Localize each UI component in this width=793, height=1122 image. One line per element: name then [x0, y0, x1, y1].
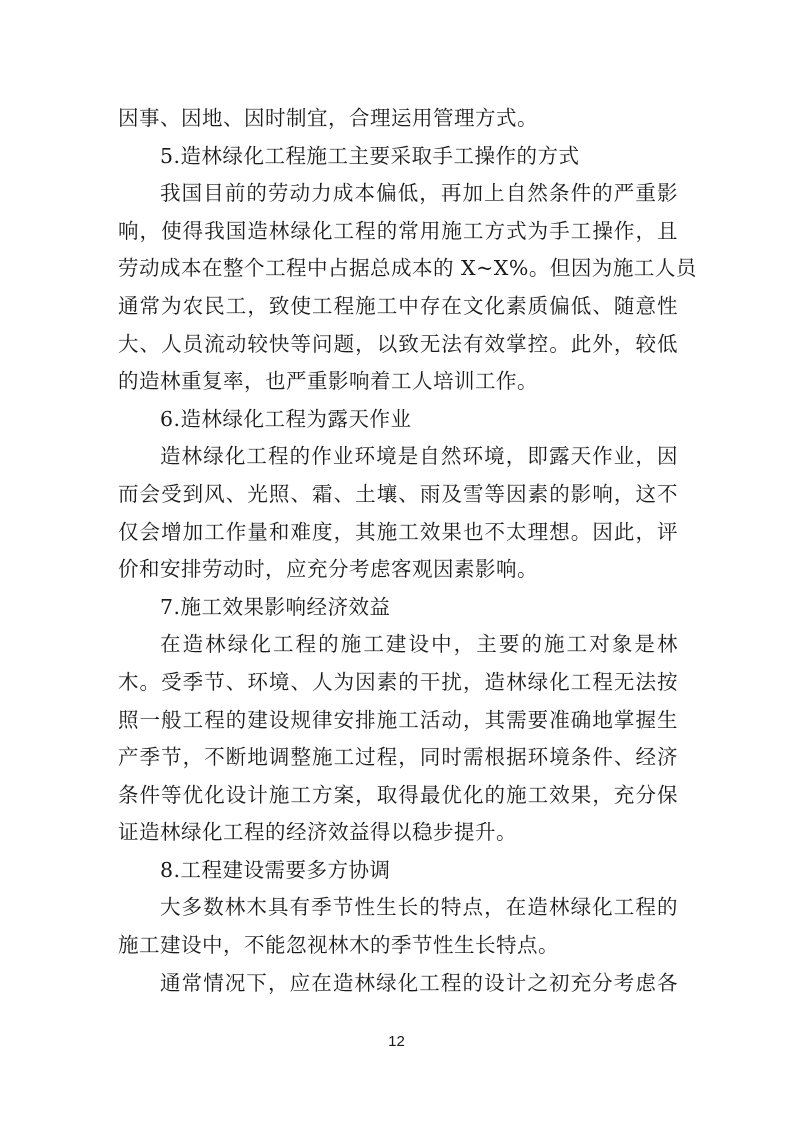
paragraph-line: 产季节，不断地调整施工过程，同时需根据环境条件、经济 — [118, 745, 678, 770]
paragraph-line: 造林绿化工程的作业环境是自然环境，即露天作业，因 — [160, 444, 678, 469]
document-body — [118, 100, 697, 1002]
paragraph-line: 劳动成本在整个工程中占据总成本的 X~X%。但因为施工人员 — [118, 256, 697, 281]
paragraph-line: 条件等优化设计施工方案，取得最优化的施工效果，充分保 — [118, 782, 678, 807]
paragraph-line: 证造林绿化工程的经济效益得以稳步提升。 — [118, 820, 517, 845]
paragraph-line: 仅会增加工作量和难度，其施工效果也不太理想。因此，评 — [118, 519, 678, 544]
paragraph-line: 通常情况下，应在造林绿化工程的设计之初充分考虑各 — [160, 970, 678, 995]
paragraph-line: 施工建设中，不能忽视林木的季节性生长特点。 — [118, 933, 559, 958]
paragraph-line: 照一般工程的建设规律安排施工活动，其需要准确地掌握生 — [118, 707, 678, 732]
paragraph-line: 响，使得我国造林绿化工程的常用施工方式为手工操作，且 — [118, 218, 678, 243]
paragraph-line: 大多数林木具有季节性生长的特点，在造林绿化工程的 — [160, 895, 678, 920]
paragraph-line: 通常为农民工，致使工程施工中存在文化素质偏低、随意性 — [118, 293, 678, 318]
paragraph-line: 在造林绿化工程的施工建设中，主要的施工对象是林 — [160, 632, 678, 657]
section-heading-7: 7.施工效果影响经济效益 — [160, 594, 391, 619]
paragraph-line: 大、人员流动较快等问题，以致无法有效掌控。此外，较低 — [118, 331, 678, 356]
paragraph-line: 我国目前的劳动力成本偏低，再加上自然条件的严重影 — [160, 181, 678, 206]
paragraph-line: 的造林重复率，也严重影响着工人培训工作。 — [118, 369, 538, 394]
paragraph-line: 因事、因地、因时制宜，合理运用管理方式。 — [118, 106, 538, 130]
section-heading-6: 6.造林绿化工程为露天作业 — [160, 406, 412, 431]
section-heading-8: 8.工程建设需要多方协调 — [160, 857, 391, 882]
paragraph-line: 而会受到风、光照、霜、土壤、雨及雪等因素的影响，这不 — [118, 481, 678, 506]
paragraph-line: 木。受季节、环境、人为因素的干扰，造林绿化工程无法按 — [118, 669, 678, 694]
page-number: 12 — [388, 1033, 405, 1050]
section-heading-5: 5.造林绿化工程施工主要采取手工操作的方式 — [160, 143, 580, 168]
paragraph-line: 价和安排劳动时，应充分考虑客观因素影响。 — [118, 557, 538, 582]
